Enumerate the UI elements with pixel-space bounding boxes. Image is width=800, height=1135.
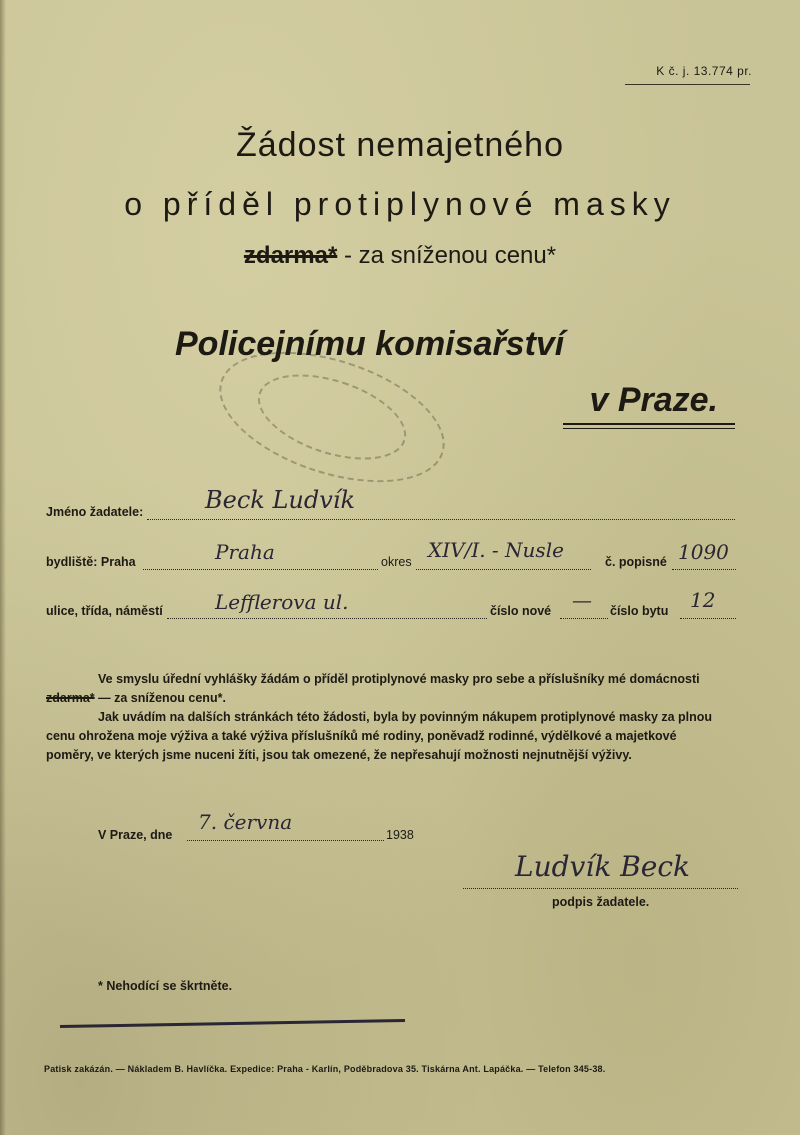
- date-field-line: [187, 840, 384, 841]
- addressee-underline-thin: [563, 428, 735, 429]
- footnote: * Nehodící se škrtněte.: [98, 979, 233, 993]
- house-number-field-line: [672, 569, 736, 570]
- flat-number-label: číslo bytu: [610, 604, 669, 618]
- street-value: Lefflerova ul.: [215, 590, 349, 614]
- residence-field-line: [143, 569, 378, 570]
- body-paragraph1-line2: [46, 689, 226, 708]
- body-struck-free-option: zdarma*: [46, 691, 95, 705]
- form-title-line3: [0, 242, 800, 270]
- new-number-value: —: [572, 588, 592, 612]
- addressee-line2: v Praze.: [589, 381, 718, 419]
- crossed-out-handwriting: [60, 1019, 405, 1028]
- name-field-line: [147, 519, 735, 520]
- reference-number: K č. j. 13.774 pr.: [656, 64, 752, 78]
- body-reduced-price-option: — za sníženou cenu*.: [94, 691, 226, 705]
- addressee-underline: [563, 423, 735, 425]
- flat-number-value: 12: [690, 588, 716, 612]
- body-paragraph2-line2: cenu ohrožena moje výživa a také výživa příslušníků mé rodiny, poněvadž rodinné, výdělkové a majetkové: [46, 729, 677, 743]
- body-paragraph1-line1: Ve smyslu úřední vyhlášky žádám o příděl protiplynové masky pro sebe a příslušníky mé domácnosti: [98, 672, 700, 686]
- form-title-line1: Žádost nemajetného: [236, 126, 564, 164]
- body-paragraph2-line1: Jak uvádím na dalších stránkách této žádosti, byla by povinným nákupem protiplynové masky za plnou: [98, 710, 713, 724]
- date-label: V Praze, dne: [98, 828, 173, 842]
- district-field-line: [416, 569, 591, 570]
- signature-line: [463, 888, 738, 889]
- reference-underline: [625, 84, 750, 85]
- form-title-line2: o příděl protiplynové masky: [124, 186, 676, 222]
- new-number-field-line: [560, 618, 608, 619]
- body-paragraph2-line3: poměry, ve kterých jsme nuceni žíti, jsou tak omezené, že nepřesahují možnosti nejnutnější výživy.: [46, 748, 632, 762]
- district-label: okres: [381, 555, 412, 569]
- district-value: XIV/I. - Nusle: [428, 538, 564, 562]
- struck-free-option: zdarma*: [243, 242, 338, 269]
- reduced-price-option: - za sníženou cenu*: [337, 242, 557, 269]
- printer-footer: Patisk zakázán. — Nákladem B. Havlíčka. Expedice: Praha - Karlín, Poděbradova 35. Tiskárna Ant. Lapáčka. — Telefon 345-38.: [44, 1064, 606, 1074]
- signature-label: podpis žadatele.: [552, 895, 650, 909]
- house-number-label: č. popisné: [605, 555, 667, 569]
- house-number-value: 1090: [678, 540, 729, 564]
- date-value: 7. června: [198, 810, 293, 834]
- addressee-line1: Policejnímu komisařství: [175, 325, 565, 363]
- paper-edge-shadow: [0, 0, 6, 1135]
- name-value: Beck Ludvík: [205, 486, 355, 514]
- date-year: 1938: [386, 828, 414, 842]
- applicant-signature: Ludvík Beck: [515, 850, 690, 883]
- name-label: Jméno žadatele:: [46, 505, 144, 519]
- residence-label: bydliště: Praha: [46, 555, 136, 569]
- street-field-line: [167, 618, 487, 619]
- residence-value: Praha: [215, 540, 275, 564]
- new-number-label: číslo nové: [490, 604, 552, 618]
- street-label: ulice, třída, náměstí: [46, 604, 163, 618]
- flat-number-field-line: [680, 618, 736, 619]
